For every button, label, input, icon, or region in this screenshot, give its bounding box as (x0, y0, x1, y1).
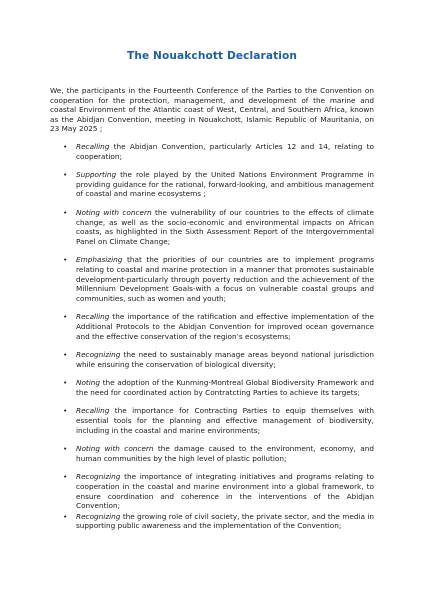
recital-text: the Abidjan Convention, particularly Articles 12 and 14, relating to cooperation; (76, 142, 374, 161)
recital-text: the damage caused to the environment, economy, and human communities by the high level of plastic pollution; (76, 444, 374, 463)
bullet-icon: • (63, 142, 68, 151)
recital-lead: Recalling (76, 312, 110, 322)
bullet-icon: • (63, 350, 68, 360)
recital-text: the importance of the ratification and effective implementation of the Additional Protocols to the Abidjan Convention for improved ocean governance and the effective conservation of the region’s ecosystems; (76, 312, 374, 341)
recital-text: the adoption of the Kunming-Montreal Global Biodiversity Framework and the need for coordinated action by Contratcting Parties to achieve its targets; (76, 378, 374, 397)
recital-lead: Emphasizing (76, 255, 123, 265)
recital-lead: Recalling (76, 406, 110, 416)
bullet-icon: • (63, 170, 68, 180)
bullet-icon: • (63, 312, 68, 322)
recital-item (50, 142, 374, 161)
recital-item (50, 312, 374, 341)
recital-item (50, 444, 374, 463)
recital-text: the role played by the United Nations Environment Programme in providing guidance for the rational, forward-looking, and ambitious management of coastal and marine ecosystems ; (76, 170, 374, 199)
recital-lead: Recognizing (76, 472, 121, 482)
recital-lead: Supporting (76, 170, 117, 180)
recital-text: the vulnerability of our countries to the effects of climate change, as well as the socio-economic and environmental impacts on African coasts, as highlighted in the Sixth Assessment Report of the Intergovernmental Panel on Climate Change; (76, 207, 375, 246)
recital-item (50, 350, 374, 369)
recital-item (50, 255, 374, 303)
recital-list (50, 142, 374, 540)
recital-text: the importance for Contracting Parties to equip themselves with essential tools for the planning and effective management of biodiversity, including in the coastal and marine environments; (76, 406, 374, 435)
recital-item (50, 472, 374, 510)
recital-item (50, 406, 374, 435)
bullet-icon: • (63, 406, 68, 416)
recital-lead: Recognizing (76, 350, 121, 360)
bullet-icon: • (63, 511, 68, 521)
recital-lead: Noting with concern (76, 444, 154, 454)
bullet-icon: • (63, 207, 68, 217)
recital-lead: Noting (76, 378, 101, 388)
bullet-icon: • (63, 444, 68, 454)
recital-item (50, 208, 374, 246)
bullet-icon: • (63, 255, 68, 265)
recital-lead: Recalling (76, 142, 110, 151)
recital-lead: Noting with concern (76, 207, 152, 217)
recital-item (50, 512, 374, 531)
recital-text: that the priorities of our countries are to implement programs relating to coastal and marine protection in a manner that promotes sustainable development-particularly through poverty reduction and the achievement of the Millennium Development Goals-with a focus on vulnerable coastal groups and communities, such as women and youth; (76, 255, 374, 303)
preamble-paragraph: We, the participants in the Fourteenth Conference of the Parties to the Convention on cooperation for the protection, management, and development of the marine and coastal Environment of the Atlantic coast of West, Central, and Southern Africa, known as the Abidjan Convention, meeting in Nouakchott, Islamic Republic of Mauritania, on 23 May 2025 ; (50, 86, 374, 134)
recital-item (50, 378, 374, 397)
recital-text: the growing role of civil society, the private sector, and the media in supporting public awareness and the implementation of the Convention; (76, 511, 374, 531)
recital-item (50, 170, 374, 199)
document-title: The Nouakchott Declaration (127, 50, 297, 62)
bullet-icon: • (63, 472, 68, 482)
recital-text: the importance of integrating initiatives and programs relating to cooperation in the coastal and marine environment into a global framework, to ensure coordination and coherence in the interventions of the Abidjan Convention; (76, 472, 374, 511)
recital-lead: Recognizing (76, 511, 121, 521)
bullet-icon: • (63, 378, 68, 388)
recital-text: the need to sustainably manage areas beyond national jurisdiction while ensuring the conservation of biological diversity; (76, 350, 374, 369)
